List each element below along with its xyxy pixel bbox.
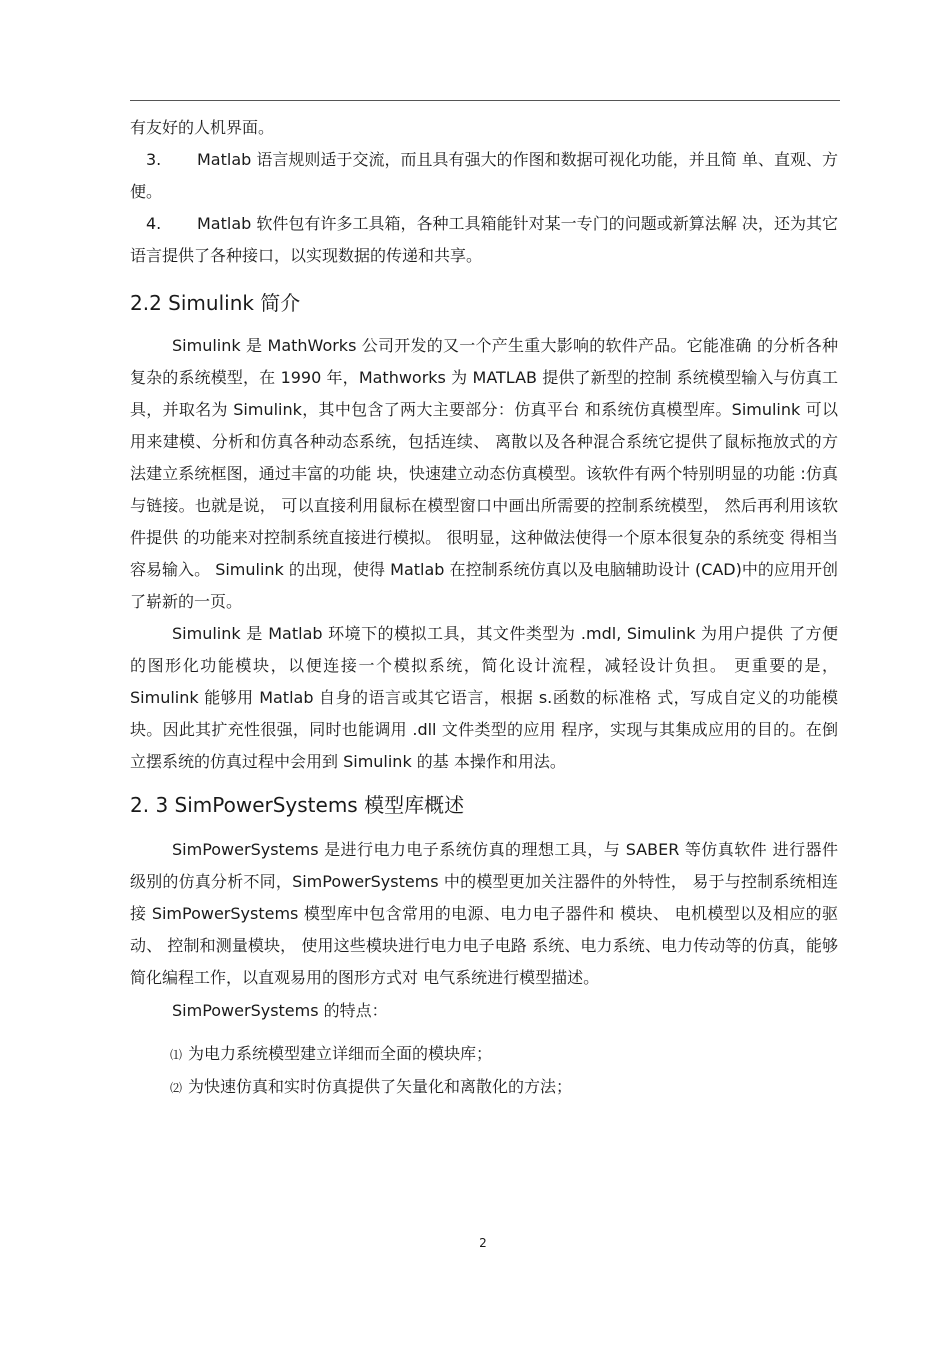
paragraph: SimPowerSystems 是进行电力电子系统仿真的理想工具，与 SABER 等仿真软件 进行器件级别的仿真分析不同，SimPowerSystems 中的模型更加关注器件的外特性， 易于与控制系统相连接 SimPowerSystems 模型库中包含常用的电源、电力电子器件和 模块、 电机模型以及相应的驱动、 控制和测量模块， 使用这些模块进行电力电子电路 系统、电力系统、电力传动等的仿真，能够简化编程工作，以直观易用的图形方式对 电气系统进行模型描述。 [130, 840, 838, 987]
section-heading [130, 289, 838, 317]
section-body [130, 330, 838, 778]
list-item [130, 1071, 838, 1104]
list-number: 3. [146, 150, 162, 169]
list-item [130, 144, 838, 208]
list-text: Matlab 语言规则适于交流，而且具有强大的作图和数据可视化功能，并且简 单、直观、方便。 [130, 150, 838, 201]
section-title: 2.2 Simulink 简介 [130, 291, 301, 315]
list-number: 4. [146, 214, 162, 233]
item-text: 为电力系统模型建立详细而全面的模块库； [188, 1044, 493, 1063]
section-heading [130, 791, 838, 819]
item-marker: ⑴ [170, 1048, 183, 1062]
item-text: 为快速仿真和实时仿真提供了矢量化和离散化的方法； [188, 1077, 573, 1096]
list-item [130, 208, 838, 272]
section-body [130, 834, 838, 994]
list-item [130, 1038, 838, 1071]
header-rule [130, 100, 840, 101]
item-marker: ⑵ [170, 1081, 183, 1095]
features-heading: SimPowerSystems 的特点： [172, 1001, 388, 1020]
continuation-text: 有友好的人机界面。 [130, 118, 275, 137]
page-number: 2 [479, 1236, 487, 1250]
feature-list [130, 1038, 838, 1104]
continuation-block [130, 112, 838, 144]
features-heading-block [130, 995, 838, 1027]
paragraph: Simulink 是 MathWorks 公司开发的又一个产生重大影响的软件产品。它能准确 的分析各种复杂的系统模型，在 1990 年，Mathworks 为 MATLAB 提供了新型的控制 系统模型输入与仿真工具，并取名为 Simulink，其中包含了两大主要部分：仿真平台 和系统仿真模型库。Simulink 可以用来建模、分析和仿真各种动态系统，包括连续、 离散以及各种混合系统它提供了鼠标拖放式的方法建立系统框图，通过丰富的功能 块，快速建立动态仿真模型。该软件有两个特别明显的功能 :仿真与链接。也就是说， 可以直接利用鼠标在模型窗口中画出所需要的控制系统模型， 然后再利用该软件提供 的功能来对控制系统直接进行模拟。 很明显，这种做法使得一个原本很复杂的系统变 得相当容易输入。 Simulink 的出现，使得 Matlab 在控制系统仿真以及电脑辅助设计 (CAD)中的应用开创了崭新的一页。 [130, 336, 838, 611]
paragraph: Simulink 是 Matlab 环境下的模拟工具，其文件类型为 .mdl, Simulink 为用户提供 了方便的图形化功能模块，以便连接一个模拟系统，简化设计流程，减轻设计负担。 更重要的是，Simulink 能够用 Matlab 自身的语言或其它语言，根据 s.函数的标准格 式，写成自定义的功能模块。因此其扩充性很强，同时也能调用 .dll 文件类型的应用 程序，实现与其集成应用的目的。在倒立摆系统的仿真过程中会用到 Simulink 的基 本操作和用法。 [130, 624, 838, 771]
section-title: 2. 3 SimPowerSystems 模型库概述 [130, 793, 465, 817]
list-text: Matlab 软件包有许多工具箱，各种工具箱能针对某一专门的问题或新算法解 决，还为其它语言提供了各种接口，以实现数据的传递和共享。 [130, 214, 838, 265]
